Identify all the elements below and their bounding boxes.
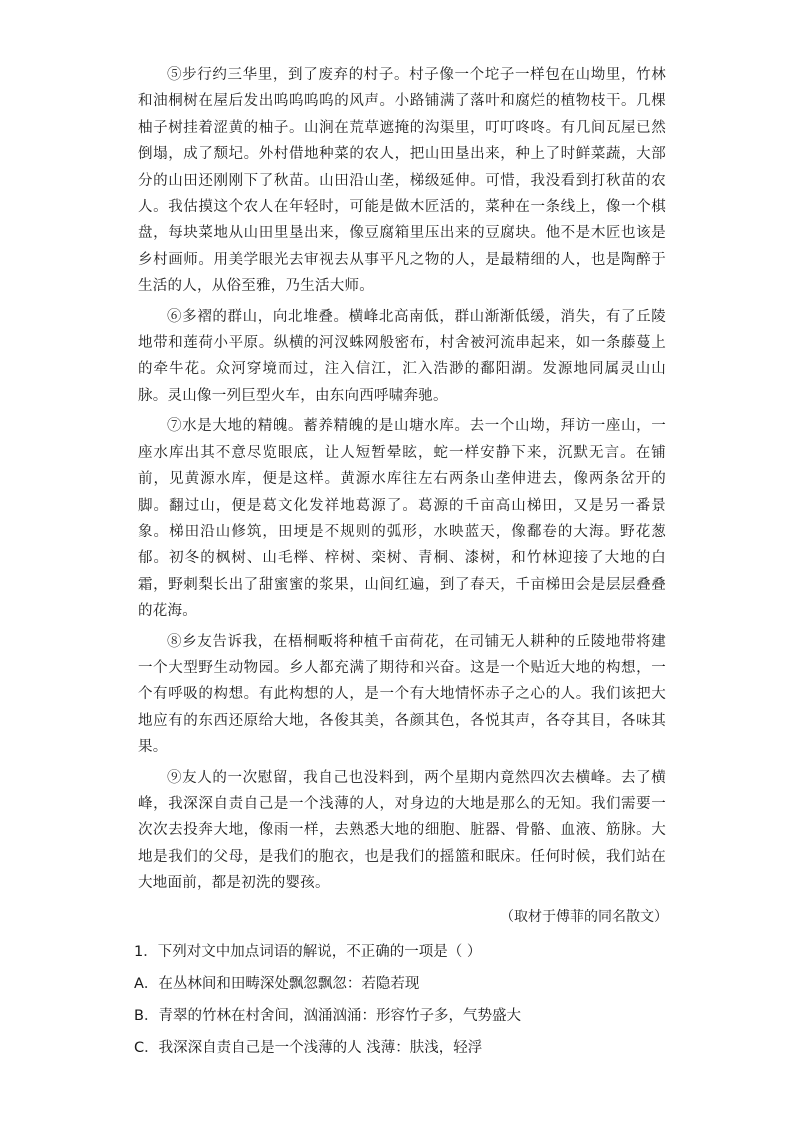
paragraph-7: ⑦水是大地的精魄。蓄养精魄的是山塘水库。去一个山坳，拜访一座山，一座水库出其不意尽览眼底，让人短暂晕眩，蛇一样安静下来，沉默无言。在铺前，见黄源水库，便是这样。黄源水库往左右两条山垄伸进去，像两条岔开的脚。翻过山，便是葛文化发祥地葛源了。葛源的千亩高山梯田，又是另一番景象。梯田沿山修筑，田埂是不规则的弧形，水映蓝天，像鄱卷的大海。野花葱郁。初冬的枫树、山毛榉、梓树、栾树、青桐、漆树，和竹林迎接了大地的白霜，野刺梨长出了甜蜜蜜的浆果，山间红遍，到了春天，千亩梯田会是层层叠叠的花海。: [138, 418, 666, 620]
paragraph-6: ⑥多褶的群山，向北堆叠。横峰北高南低，群山渐渐低缓，消失，有了丘陵地带和莲荷小平原。纵横的河汊蛛网般密布，村舍被河流串起来，如一条藤蔓上的牵牛花。众河穿境而过，注入信江，汇入浩渺的鄱阳湖。发源地同属灵山山脉。灵山像一列巨型火车，由东向西呼啸奔驰。: [138, 308, 666, 404]
option-a: A．在丛林间和田畴深处飘忽飘忽：若隐若现: [134, 976, 420, 992]
paragraph-9: ⑨友人的一次慰留，我自己也没料到，两个星期内竟然四次去横峰。去了横峰，我深深自责自己是一个浅薄的人，对身边的大地是那么的无知。我们需要一次次去投奔大地，像雨一样，去熟悉大地的细胞、脏器、骨骼、血液、筋脉。大地是我们的父母，是我们的胞衣，也是我们的摇篮和眠床。任何时候，我们站在大地面前，都是初洗的婴孩。: [138, 769, 666, 892]
source-attribution: （取材于傅菲的同名散文）: [500, 909, 668, 925]
paragraph-8: ⑧乡友告诉我，在梧桐畈将种植千亩荷花，在司铺无人耕种的丘陵地带将建一个大型野生动物园。乡人都充满了期待和兴奋。这是一个贴近大地的构想，一个有呼吸的构想。有此构想的人，是一个有大地情怀赤子之心的人。我们该把大地应有的东西还原给大地，各俊其美，各颜其色，各悦其声，各夺其目，各味其果。: [138, 633, 666, 756]
passage: [138, 62, 666, 901]
option-c: C．我深深自责自己是一个浅薄的人 浅薄：肤浅，轻浮: [134, 1040, 483, 1056]
option-b: B．青翠的竹林在村舍间，汹涌汹涌：形容竹子多，气势盛大: [134, 1008, 521, 1024]
paragraph-5: ⑤步行约三华里，到了废弃的村子。村子像一个坨子一样包在山坳里，竹林和油桐树在屋后发出呜呜呜呜的风声。小路铺满了落叶和腐烂的植物枝干。几棵柚子树挂着涩黄的柚子。山涧在荒草遮掩的沟渠里，叮叮咚咚。有几间瓦屋已然倒塌，成了颓圮。外村借地种菜的农人，把山田垦出来，种上了时鲜菜蔬，大部分的山田还刚刚下了秋苗。山田沿山垄，梯级延伸。可惜，我没看到打秋苗的农人。我估摸这个农人在年轻时，可能是做木匠活的，菜种在一条线上，像一个棋盘，每块菜地从山田里垦出来，像豆腐箱里压出来的豆腐块。他不是木匠也该是乡村画师。用美学眼光去审视去从事平凡之物的人，是最精细的人，也是陶醉于生活的人，从俗至雅，乃生活大师。: [138, 67, 666, 295]
question-stem: 1．下列对文中加点词语的解说，不正确的一项是（ ）: [134, 944, 482, 960]
